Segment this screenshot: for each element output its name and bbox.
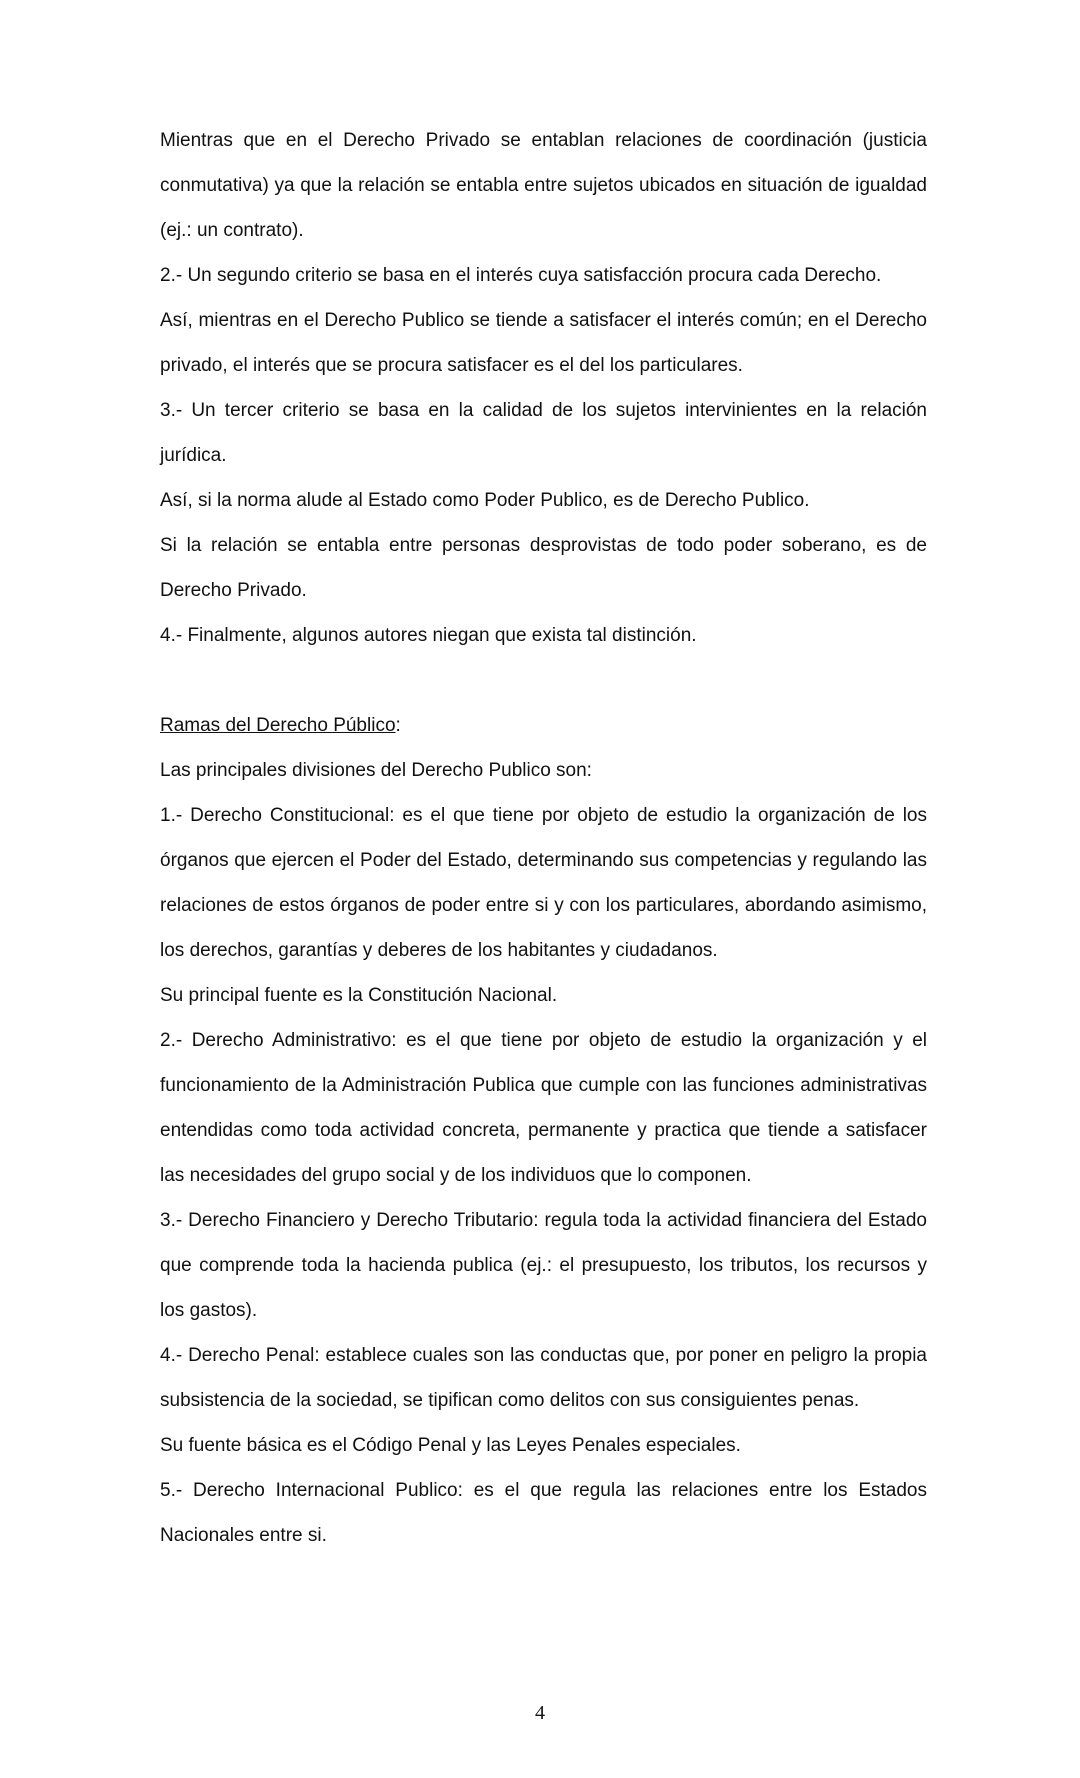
section-spacer (160, 658, 927, 703)
paragraph-common-interest: Así, mientras en el Derecho Publico se tiende a satisfacer el interés común; en el Derecho privado, el interés que se procura satisfacer es el del los particulares. (160, 310, 927, 376)
paragraph-constitutional-law: 1.- Derecho Constitucional: es el que tiene por objeto de estudio la organización de los órganos que ejercen el Poder del Estado, determinando sus competencias y regulando las relaciones de estos órganos de poder entre si y con los particulares, abordando asimismo, los derechos, garantías y deberes de los habitantes y ciudadanos. (160, 805, 927, 961)
section-heading-text: Ramas del Derecho Público (160, 715, 396, 736)
paragraph-administrative-law: 2.- Derecho Administrativo: es el que tiene por objeto de estudio la organización y el funcionamiento de la Administración Publica que cumple con las funciones administrativas entendidas como toda actividad concreta, permanente y practica que tiende a satisfacer las necesidades del grupo social y de los individuos que lo componen. (160, 1030, 927, 1186)
paragraph-criterion-4: 4.- Finalmente, algunos autores niegan que exista tal distinción. (160, 625, 697, 646)
paragraph-state-power: Así, si la norma alude al Estado como Poder Publico, es de Derecho Publico. (160, 490, 810, 511)
section-heading (160, 703, 927, 748)
paragraph-international-law: 5.- Derecho Internacional Publico: es el que regula las relaciones entre los Estados Nacionales entre si. (160, 1480, 927, 1546)
paragraph-private-relation: Si la relación se entabla entre personas desprovistas de todo poder soberano, es de Derecho Privado. (160, 535, 927, 601)
paragraph-criterion-3: 3.- Un tercer criterio se basa en la calidad de los sujetos intervinientes en la relación jurídica. (160, 400, 927, 466)
paragraph-criminal-source: Su fuente básica es el Código Penal y las Leyes Penales especiales. (160, 1435, 741, 1456)
body-text (160, 118, 927, 1558)
paragraph-criminal-law: 4.- Derecho Penal: establece cuales son las conductas que, por poner en peligro la propia subsistencia de la sociedad, se tipifican como delitos con sus consiguientes penas. (160, 1345, 927, 1411)
paragraph-constitution-source: Su principal fuente es la Constitución Nacional. (160, 985, 558, 1006)
paragraph-criterion-2: 2.- Un segundo criterio se basa en el interés cuya satisfacción procura cada Derecho. (160, 265, 882, 286)
section-intro: Las principales divisiones del Derecho Publico son: (160, 760, 592, 781)
paragraph-financial-law: 3.- Derecho Financiero y Derecho Tributario: regula toda la actividad financiera del Estado que comprende toda la hacienda publica (ej.: el presupuesto, los tributos, los recursos y los gastos). (160, 1210, 927, 1321)
paragraph-coordination: Mientras que en el Derecho Privado se entablan relaciones de coordinación (justicia conmutativa) ya que la relación se entabla entre sujetos ubicados en situación de igualdad (ej.: un contrato). (160, 130, 927, 241)
page-number: 4 (535, 1702, 545, 1724)
section-heading-colon: : (395, 715, 401, 736)
